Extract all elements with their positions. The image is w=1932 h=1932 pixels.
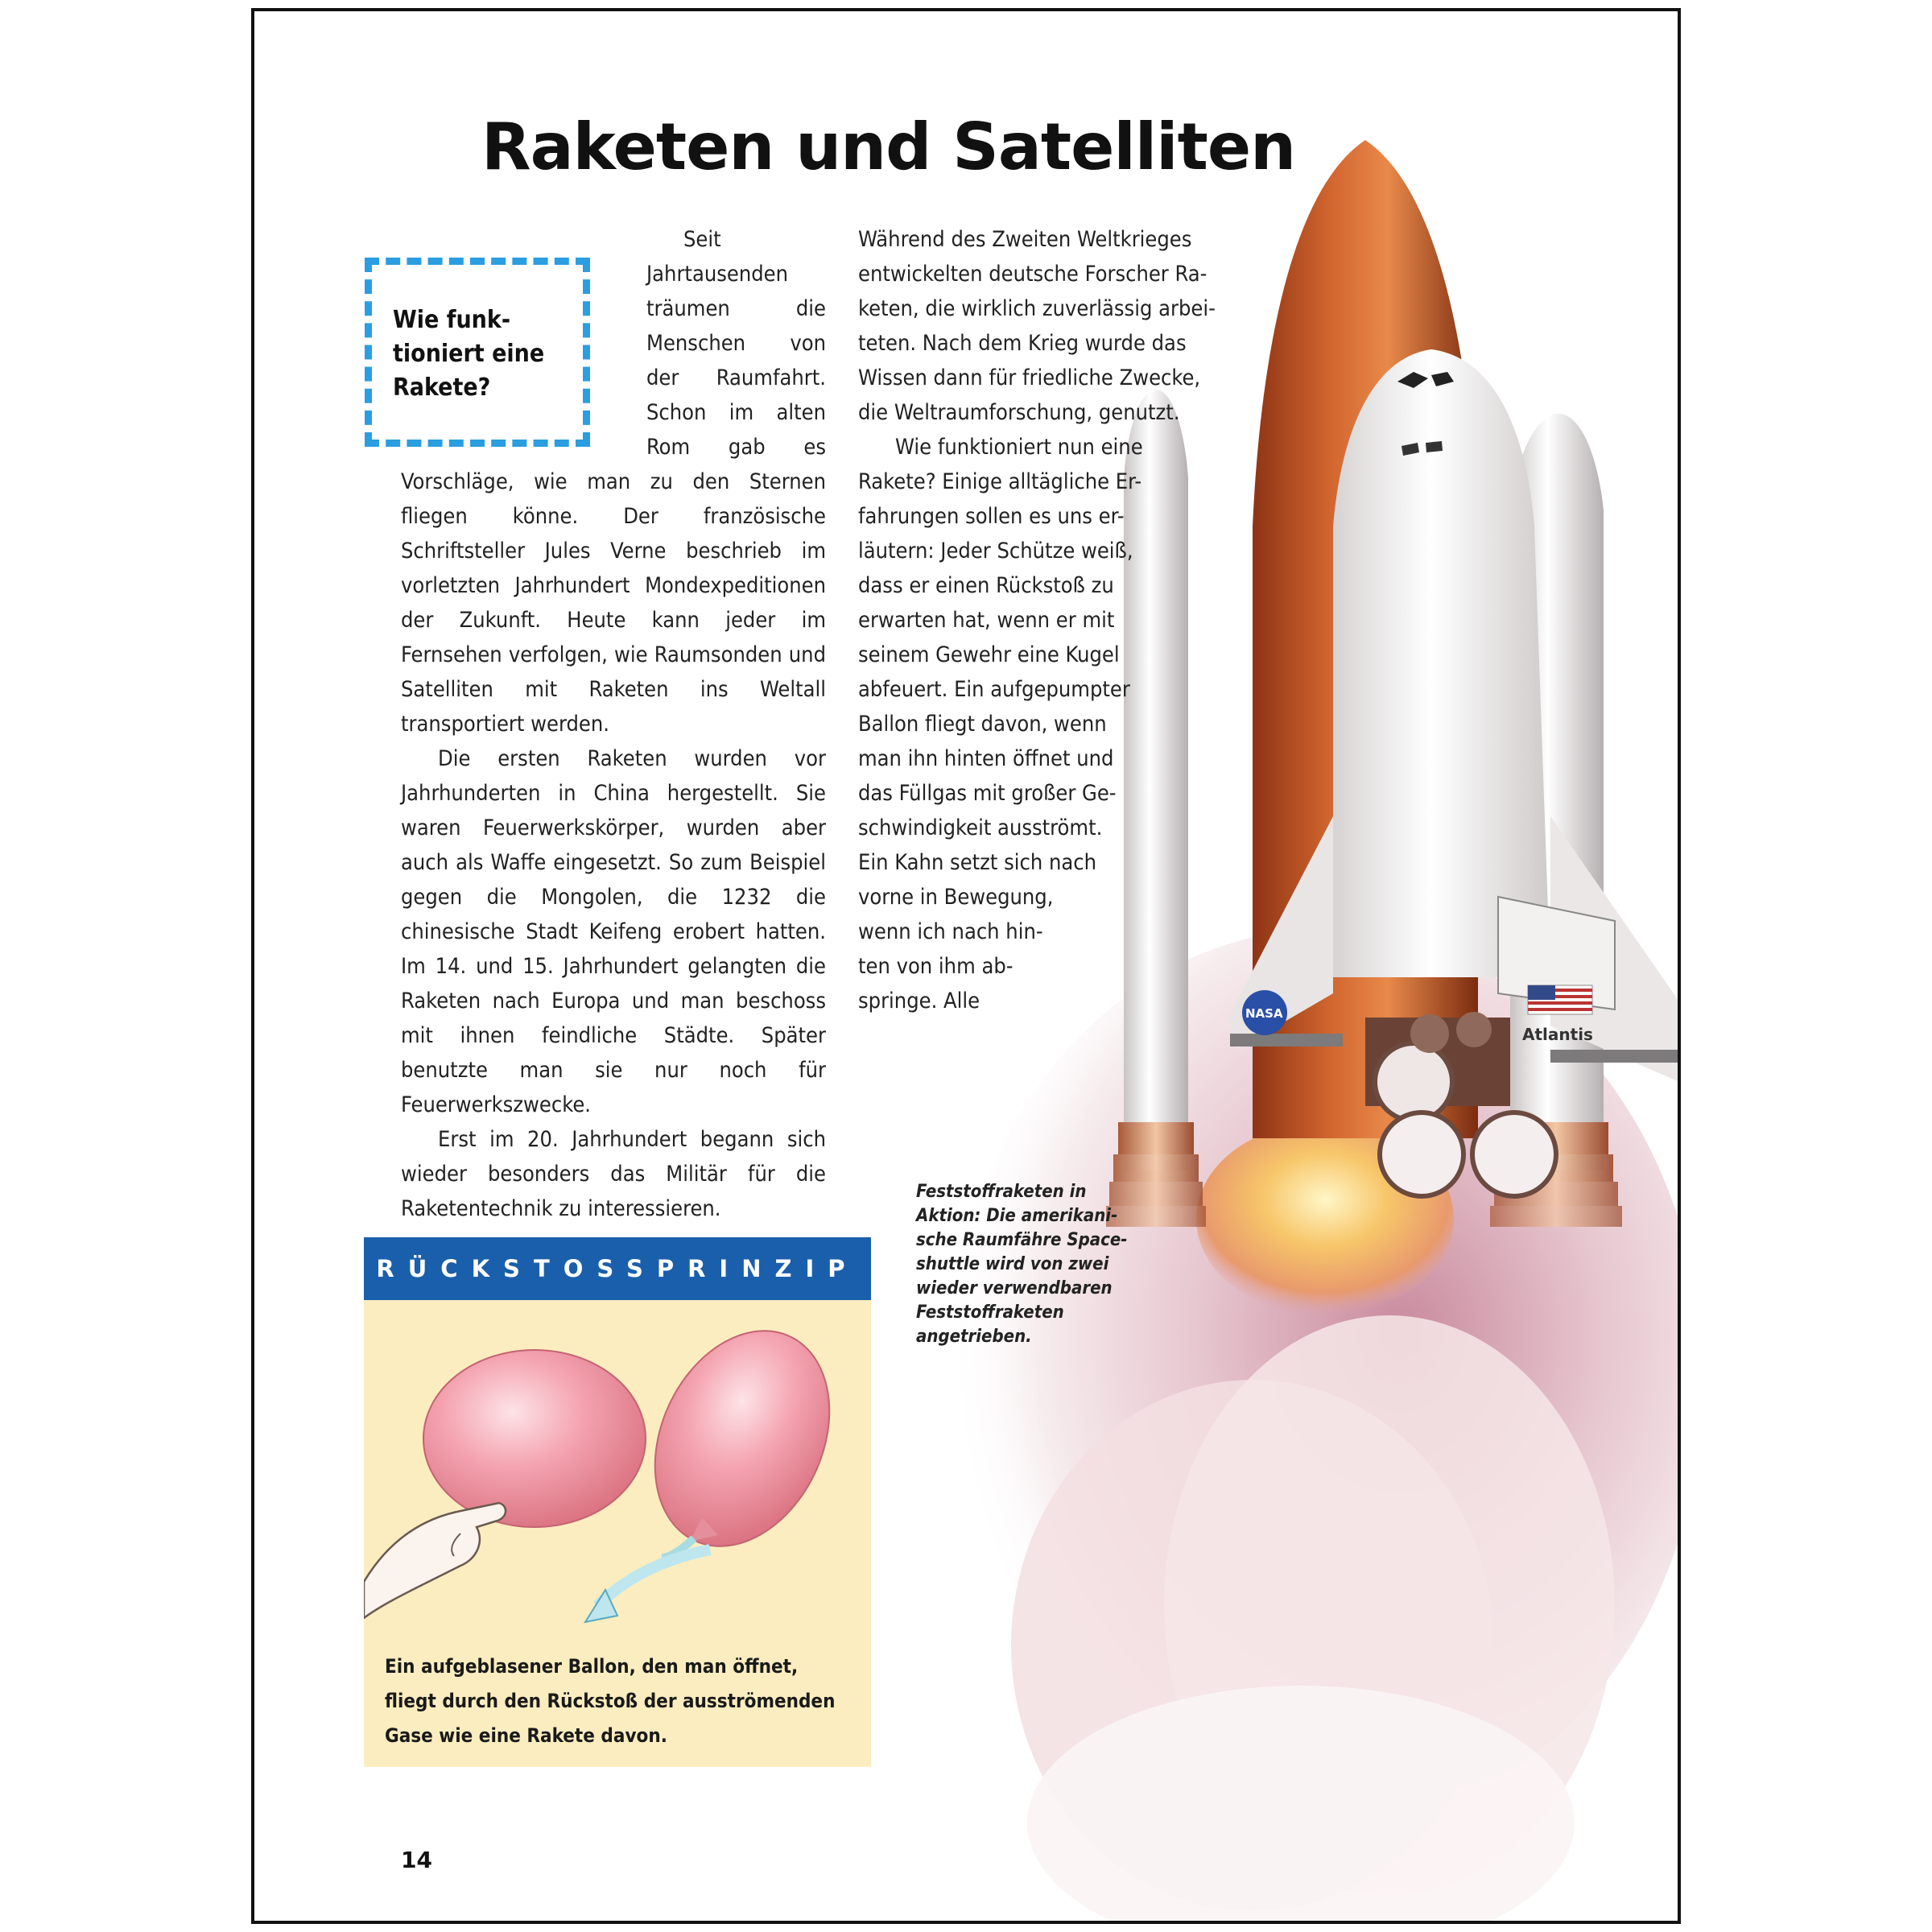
hand-icon bbox=[364, 1503, 506, 1618]
paragraph-left-2: Die ersten Raketen wurden vor Jahrhunderten in China hergestellt. Sie waren Feuerwerkskörper, wurden aber auch als Waffe eingesetzt. So zum Beispiel gegen die Mongolen, die 1232 die chinesische Stadt Keifeng erobert hatten. Im 14. und 15. Jahrhundert gelangten die Raketen nach Europa und man beschoss mit ihnen feindliche Städte. Später benutzte man sie nur noch für Feuerwerkszwecke. bbox=[401, 746, 826, 1117]
svg-text:NASA: NASA bbox=[1245, 1006, 1283, 1021]
paragraph-left-3: Erst im 20. Jahrhundert begann sich wieder besonders das Militär für die Raketentechnik zu interessieren. bbox=[401, 1127, 826, 1221]
question-text: Wie funk- tioniert eine Rakete? bbox=[393, 306, 545, 402]
orbiter-name-label: Atlantis bbox=[1522, 1025, 1593, 1044]
paragraph-right-1: Während des Zweiten Weltkrieges entwickelten deutsche Forscher Ra- keten, die wirklich zuverlässig arbei- teten. Nach dem Krieg wurde das Wissen dann für friedliche Zwecke, die Weltraumforschung, genutzt. bbox=[858, 227, 1216, 425]
principle-box bbox=[364, 1237, 871, 1767]
page-title: Raketen und Satelliten bbox=[481, 109, 1296, 184]
balloon-illustration bbox=[364, 1300, 871, 1638]
arrow-icon bbox=[585, 1550, 710, 1622]
us-flag-icon bbox=[1528, 985, 1592, 1014]
photo-caption: Feststoffraketen in Aktion: Die amerikani- sche Raumfähre Space- shuttle wird von zwei wieder verwendbaren Feststoffraketen angetrieben. bbox=[916, 1182, 1128, 1347]
balloon-icon-flying bbox=[621, 1302, 863, 1575]
balloon-icon bbox=[423, 1350, 646, 1527]
principle-caption: Ein aufgeblasener Ballon, den man öffnet, fliegt durch den Rückstoß der ausströmenden Gase wie eine Rakete davon. bbox=[385, 1655, 836, 1747]
principle-header bbox=[364, 1237, 871, 1300]
paragraph-left-1: Seit Jahrtausenden träumen die Menschen von der Raumfahrt. Schon im alten Rom gab es Vorschläge, wie man zu den Sternen fliegen könne. Der französische Schriftsteller Jules Verne beschrieb im vorletzten Jahrhundert Mondexpeditionen der Zukunft. Heute kann jeder im Fernsehen verfolgen, wie Raumsonden und Satelliten mit Raketen ins Weltall transportiert werden. bbox=[401, 227, 826, 737]
paragraph-right-2: Wie funktioniert nun eine Rakete? Einige alltägliche Er- fahrungen sollen es uns er- läutern: Jeder Schütze weiß, dass er einen Rückstoß zu erwarten hat, wenn er mit seinem Gewehr eine Kugel abfeuert. Ein aufgepumpter Ballon fliegt davon, wenn man ihn hinten öffnet und das Füllgas mit großer Ge- schwindigkeit ausströmt. Ein Kahn setzt sich nach vorne in Bewegung, wenn ich nach hin- ten von ihm ab- springe. Alle bbox=[858, 435, 1143, 1013]
principle-title: RÜCKSTOSSPRINZIP bbox=[376, 1255, 859, 1282]
page-number: 14 bbox=[401, 1847, 432, 1873]
text-column-right bbox=[858, 222, 1283, 1018]
book-page bbox=[251, 8, 1681, 1924]
question-box bbox=[365, 258, 590, 447]
